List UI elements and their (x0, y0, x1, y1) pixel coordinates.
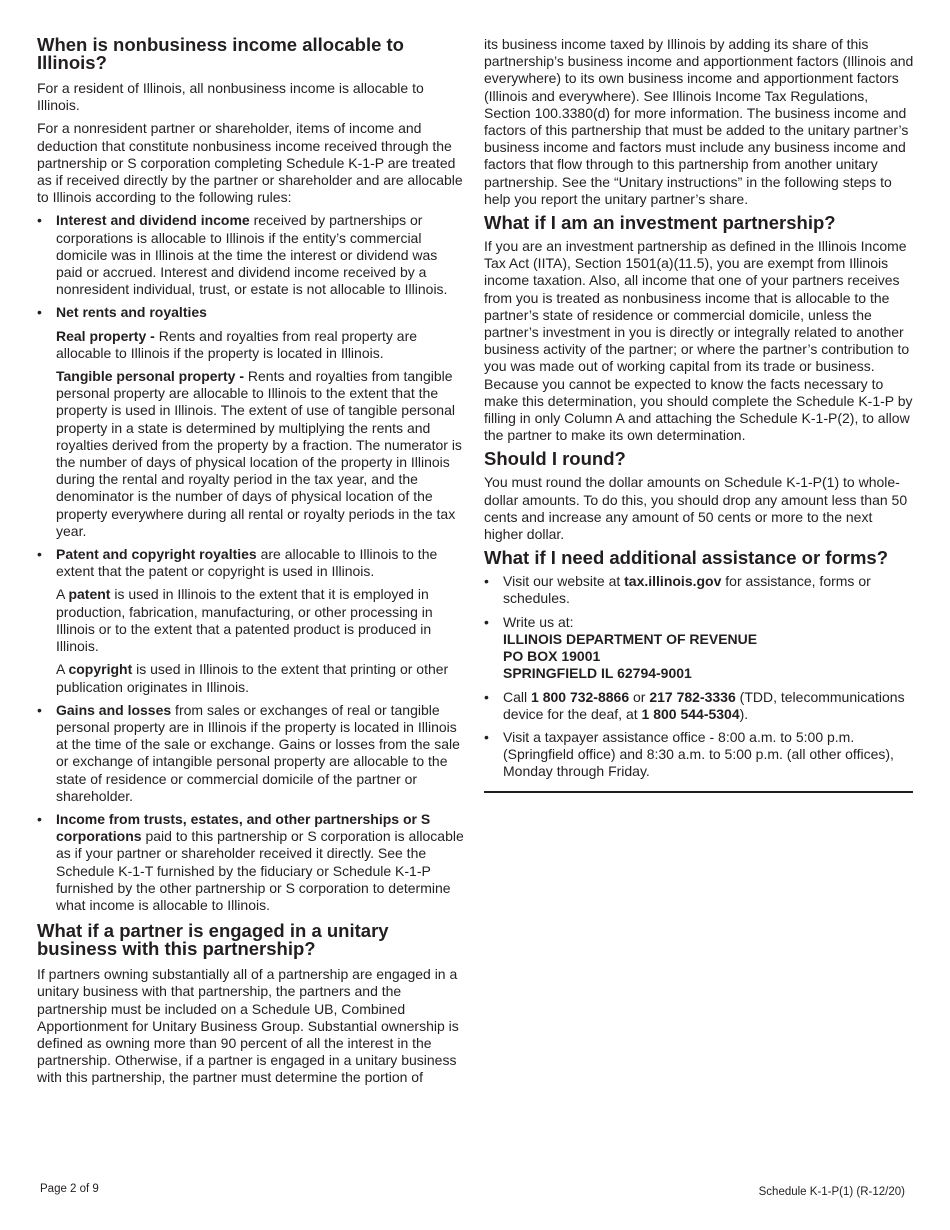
bullet-icon: • (484, 688, 489, 705)
left-column (37, 36, 465, 1093)
address-line-3: SPRINGFIELD IL 62794-9001 (503, 665, 692, 682)
bullet-icon: • (37, 810, 42, 827)
allocation-rules-list (37, 212, 465, 914)
bullet-icon: • (484, 728, 489, 745)
section-divider (484, 791, 913, 793)
list-item-website: • Visit our website at tax.illinois.gov for assistance, forms or schedules. (484, 573, 871, 607)
list-item-trusts-estates: • Income from trusts, estates, and other partnerships or S corporations paid to this partnership or S corporation is allocable as if your partner or shareholder received it directly. See the Schedule K-1-T furnished by the fiduciary or Schedule K-1-P furnished by the other partnership or S corporation to determine what income is allocable to Illinois. (37, 810, 464, 913)
section-heading-unitary-business: What if a partner is engaged in a unitary business with this partnership? (37, 920, 389, 960)
bullet-icon: • (484, 573, 489, 590)
bullet-icon: • (484, 613, 489, 630)
list-item-patent-copyright: • Patent and copyright royalties are allocable to Illinois to the extent that the patent or copyright is used in Illinois. A patent is used in Illinois to the extent that it is employed in production, fabrication, manufacturing, or other processing in Illinois or to the extent that a patented product is produced in Illinois. A copyright is used in Illinois to the extent that printing or other publication originates in Illinois. (37, 546, 449, 695)
bullet-icon: • (37, 701, 42, 718)
phone-number-2: 217 782-3336 (649, 688, 736, 705)
paragraph-investment-partnership: If you are an investment partnership as defined in the Illinois Income Tax Act (IITA), Section 1501(a)(11.5), you are exempt from Illinois income taxation. Also, all income that one of your partners receives from you is treated as nonbusiness income that is allocable to the partner’s state of residence or commercial domicile, unless the partner’s investment in you is directly or integrally related to another business activity of the partner; or where the partner’s contribution to you was made out of working capital from its trade or business. Because you cannot be expected to know the facts necessary to make this determination, you should complete the Schedule K-1-P by filling in only Column A and attaching the Schedule K-1-P(2), to allow the partner to make its own determination. (484, 238, 913, 444)
paragraph-unitary-continued: its business income taxed by Illinois by adding its share of this partnership’s business income and apportionment factors (Illinois and everywhere) to its own business income and apportionment factors (Illinois and everywhere). See Illinois Income Tax Regulations, Section 100.3380(d) for more information. The business income and factors of this partnership that must be added to the unitary partner’s business income and factors must include any business income and factors that flow through to this partnership from another unitary partnership. See the “Unitary instructions” in the following steps to help you report the unitary partner’s share. (484, 36, 914, 207)
list-item-phone: • Call 1 800 732-8866 or 217 782-3336 (TDD, telecommunications device for the deaf, at 1 800 544-5304). (484, 688, 905, 722)
list-item-office-hours: • Visit a taxpayer assistance office - 8:00 a.m. to 5:00 p.m. (Springfield office) and 8:30 a.m. to 5:00 p.m. (all other offices), Monday through Friday. (484, 728, 894, 780)
website-link[interactable]: tax.illinois.gov (624, 573, 722, 590)
section-heading-investment-partnership: What if I am an investment partnership? (484, 212, 836, 234)
assistance-list (484, 573, 914, 780)
address-line-1: ILLINOIS DEPARTMENT OF REVENUE (503, 630, 758, 647)
bullet-icon: • (37, 546, 42, 563)
bullet-icon: • (37, 304, 42, 321)
paragraph-nonresident: For a nonresident partner or shareholder, items of income and deduction that constitute nonbusiness income received through the partnership or S corporation completing Schedule K-1-P are treated as if received directly by the partner or shareholder and are allocable to Illinois according to the following rules: (37, 120, 463, 206)
list-item-gains-losses: • Gains and losses from sales or exchanges of real or tangible personal property are in Illinois if the property is located in Illinois at the time of the sale or exchange. Gains or losses from the sale or exchange of intangible personal property are allocable to the state of residence or commercial domicile of the partner or shareholder. (37, 701, 460, 804)
page-number: Page 2 of 9 (40, 1183, 99, 1195)
right-column (484, 36, 914, 793)
paragraph-unitary: If partners owning substantially all of a partnership are engaged in a unitary business with that partnership, the partners and the partnership must be included on a Schedule UB, Combined Apportionment for Unitary Business Group. Substantial ownership is defined as owning more than 90 percent of all the interest in the partnership. Otherwise, if a partner is engaged in a unitary business with this partnership, the partner must determine the portion of (37, 966, 459, 1086)
address-line-2: PO BOX 19001 (503, 648, 601, 665)
tdd-number: 1 800 544-5304 (641, 705, 740, 722)
phone-number-1: 1 800 732-8866 (531, 688, 630, 705)
paragraph-rounding: You must round the dollar amounts on Schedule K-1-P(1) to whole-dollar amounts. To do this, you should drop any amount less than 50 cents and increase any amount of 50 cents or more to the next higher dollar. (484, 474, 908, 543)
section-heading-assistance: What if I need additional assistance or forms? (484, 547, 888, 569)
form-identifier: Schedule K-1-P(1) (R-12/20) (758, 1186, 905, 1198)
list-item-interest-dividend: • Interest and dividend income received by partnerships or corporations is allocable to Illinois if the entity’s commercial domicile was in Illinois at the time the interest or dividend was paid or accrued. Interest and dividend income received by a nonresident individual, trust, or estate is not allocable to Illinois. (37, 212, 448, 298)
list-item-mail-address: • Write us at: ILLINOIS DEPARTMENT OF REVENUE PO BOX 19001 SPRINGFIELD IL 62794-9001 (484, 614, 914, 683)
section-heading-nonbusiness-income: When is nonbusiness income allocable to Illinois? (37, 34, 404, 73)
section-heading-rounding: Should I round? (484, 448, 626, 470)
list-item-net-rents: • Net rents and royalties Real property - Rents and royalties from real property are allocable to Illinois if the property is located in Illinois. Tangible personal property - Rents and royalties from tangible personal property are allocable to Illinois to the extent that the property is used in Illinois. The extent of use of tangible personal property in a state is determined by multiplying the rents and royalties derived from the property by a fraction. The numerator is the number of days of physical location of the property in Illinois during the rental and royalty period in the tax year, and the denominator is the number of days of physical location of the property everywhere during all rental or royalty periods in the tax year. (37, 304, 462, 539)
paragraph-resident: For a resident of Illinois, all nonbusiness income is allocable to Illinois. (37, 80, 424, 114)
bullet-icon: • (37, 212, 42, 229)
